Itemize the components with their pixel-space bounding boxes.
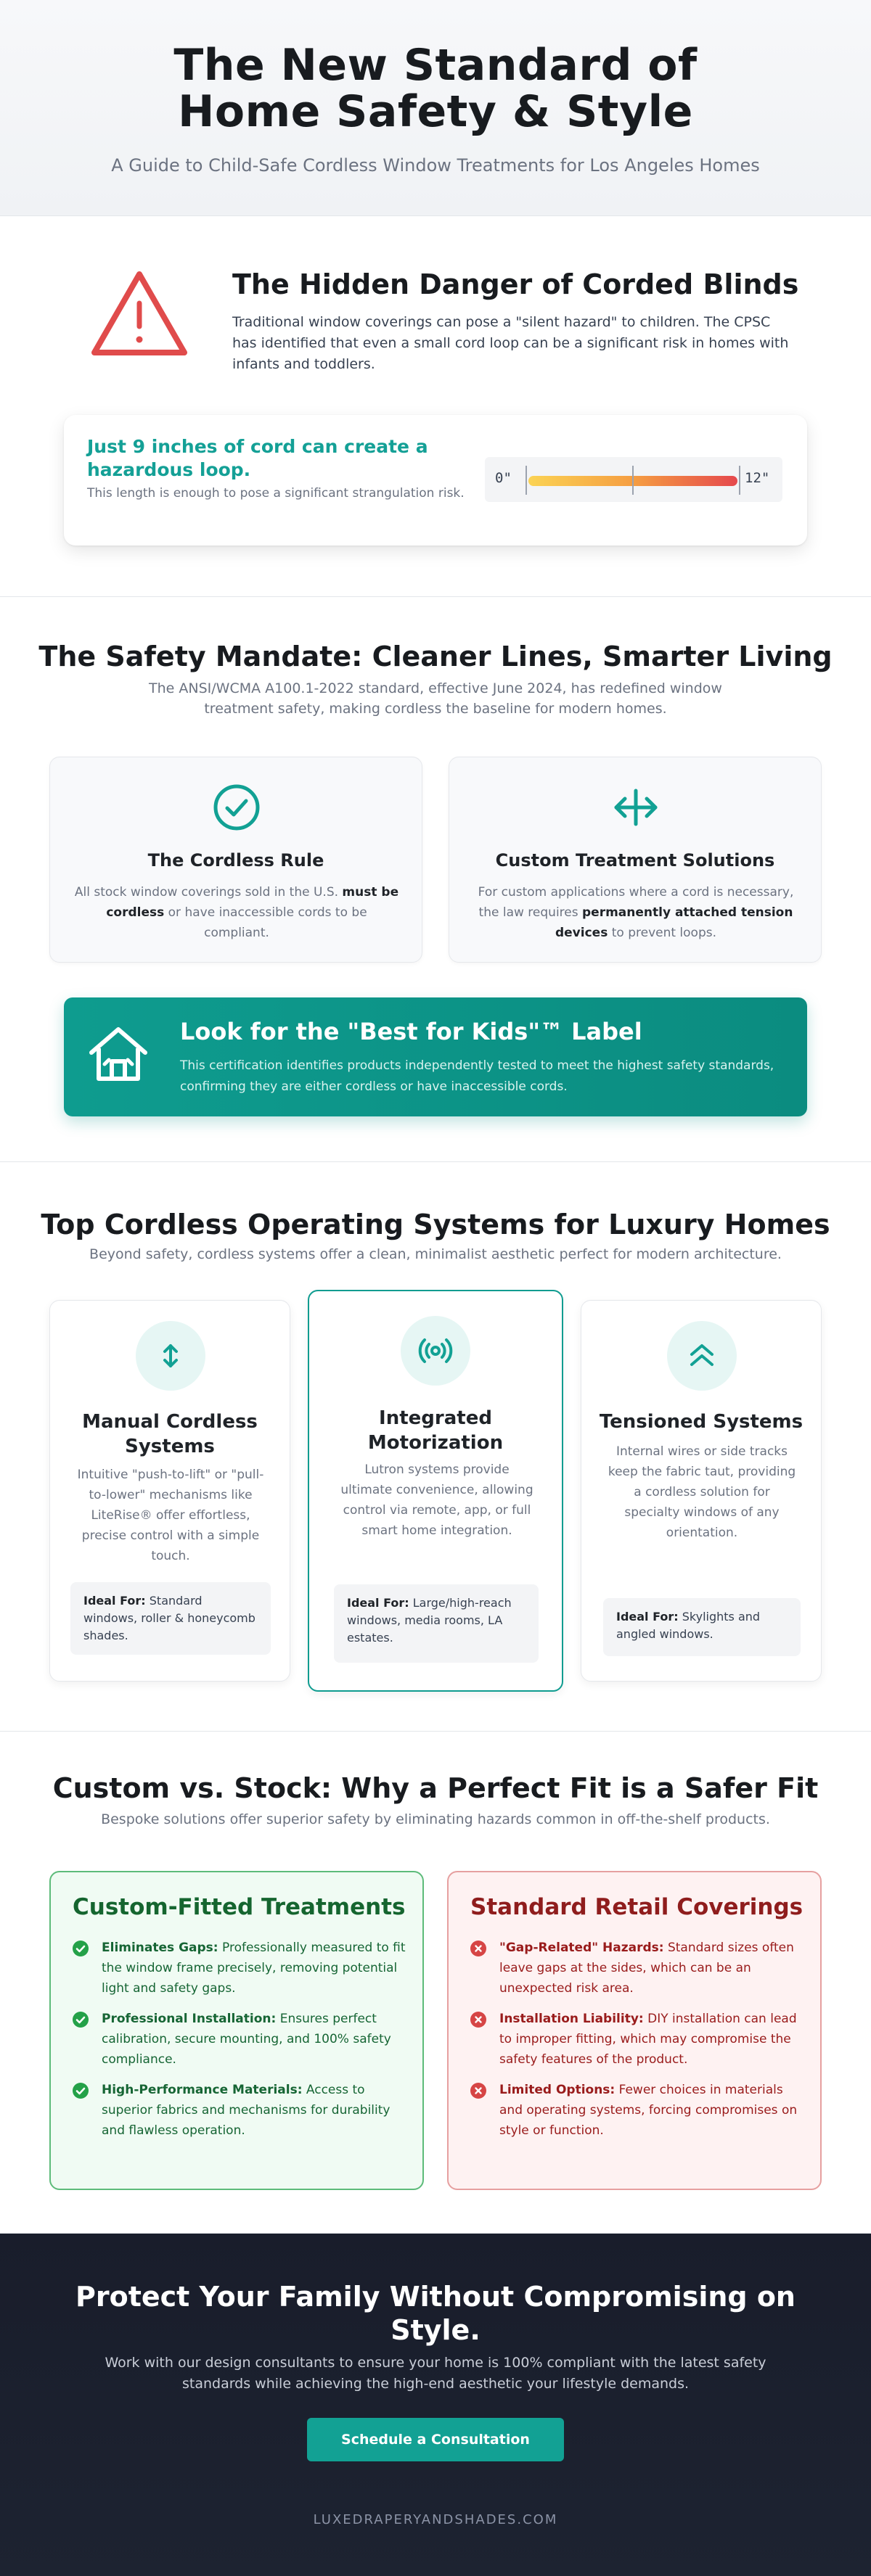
list-item-label: Limited Options:	[499, 2083, 616, 2097]
list-item-text: Fewer choices in materials and operating systems, forcing compromises on style or function.	[499, 2083, 798, 2138]
consultation-cta-section	[0, 2234, 871, 2576]
system-description: Lutron systems provide ultimate convenience, allowing control via remote, app, or full smart home integration.	[340, 1462, 533, 1538]
system-icon-circle	[136, 1321, 205, 1391]
list-item-label: Professional Installation:	[102, 2012, 277, 2026]
ruler-tick	[526, 466, 527, 495]
up-down-arrows-icon	[153, 1338, 188, 1373]
cord-length-note: This length is enough to pose a significant strangulation risk.	[87, 486, 465, 501]
list-item	[73, 2009, 406, 2070]
ideal-for-text: Large/high-reach windows, media rooms, LA estates.	[347, 1596, 512, 1645]
list-item	[73, 1938, 406, 1999]
cordless-rule-title: The Cordless Rule	[147, 850, 324, 871]
safety-mandate-section	[0, 597, 871, 1162]
arrows-horizontal-icon	[610, 782, 661, 833]
system-description: Internal wires or side tracks keep the fabric taut, providing a cordless solution for specialty windows of any orientation.	[608, 1444, 796, 1540]
check-icon	[73, 2083, 89, 2099]
warning-triangle-icon	[89, 268, 190, 360]
cta-text: Work with our design consultants to ensure your home is 100% compliant with the latest safety standards while achieving the high-end aesthetic your lifestyle demands.	[105, 2355, 766, 2392]
list-item	[470, 2009, 804, 2070]
cordless-rule-text-part: All stock window coverings sold in the U.S.	[74, 885, 343, 900]
ideal-for-text: Skylights and angled windows.	[616, 1610, 761, 1641]
check-circle-icon	[211, 782, 262, 833]
system-title: Integrated Motorization	[367, 1407, 504, 1454]
custom-solutions-emphasis: permanently attached tension devices	[555, 905, 793, 940]
list-item	[470, 1938, 804, 1999]
list-item-label: Eliminates Gaps:	[102, 1941, 218, 1955]
list-item-text: Standard sizes often leave gaps at the sides, which can be an unexpected risk area.	[499, 1941, 794, 1996]
list-item	[73, 2080, 406, 2141]
system-ideal-for	[70, 1582, 271, 1655]
ideal-for-label: Ideal For:	[83, 1594, 146, 1608]
custom-fitted-panel	[49, 1871, 424, 2190]
custom-fitted-title: Custom-Fitted Treatments	[73, 1894, 406, 1920]
ruler-end-label: 12"	[745, 470, 770, 486]
system-card-motorization	[308, 1290, 563, 1692]
cordless-rule-card	[49, 757, 422, 963]
cordless-rule-text-part: or have inaccessible cords to be compliant.	[164, 905, 367, 940]
house-icon	[87, 1025, 150, 1083]
comparison-title: Custom vs. Stock: Why a Perfect Fit is a Safer Fit	[52, 1772, 819, 1804]
list-item-text: Access to superior fabrics and mechanisms for durability and flawless operation.	[102, 2083, 390, 2138]
system-card-tensioned	[581, 1300, 822, 1682]
systems-lead: Beyond safety, cordless systems offer a clean, minimalist aesthetic perfect for modern architecture.	[89, 1246, 782, 1262]
page-title: The New Standard of Home Safety & Style	[173, 40, 698, 137]
ruler-marker	[632, 466, 634, 495]
system-description: Intuitive "push-to-lift" or "pull-to-lower" mechanisms like LiteRise® offer effortless, precise control with a simple touch.	[77, 1468, 264, 1563]
custom-solutions-card	[449, 757, 822, 963]
best-for-kids-text: This certification identifies products independently tested to meet the highest safety standards, confirming they are either cordless or have inaccessible cords.	[180, 1058, 774, 1094]
ideal-for-label: Ideal For:	[616, 1610, 679, 1624]
system-ideal-for	[603, 1598, 801, 1656]
check-icon	[73, 1941, 89, 1956]
list-item-text: DIY installation can lead to improper fitting, which may compromise the safety features of the product.	[499, 2012, 797, 2067]
custom-solutions-text-part: to prevent loops.	[608, 926, 717, 940]
x-icon	[470, 2083, 486, 2099]
list-item-text: Ensures perfect calibration, secure mounting, and 100% safety compliance.	[102, 2012, 391, 2067]
system-ideal-for	[334, 1584, 539, 1663]
list-item-label: High-Performance Materials:	[102, 2083, 303, 2097]
comparison-lead: Bespoke solutions offer superior safety by eliminating hazards common in off-the-shelf products.	[101, 1811, 770, 1827]
cord-length-card	[64, 415, 807, 546]
cord-length-ruler	[485, 457, 782, 502]
custom-solutions-text	[471, 882, 801, 943]
x-icon	[470, 2012, 486, 2028]
page-subtitle: A Guide to Child-Safe Cordless Window Treatments for Los Angeles Homes	[111, 155, 760, 176]
list-item-text: Professionally measured to fit the window frame precisely, removing potential light and safety gaps.	[102, 1941, 406, 1996]
system-icon-circle	[401, 1316, 470, 1386]
custom-solutions-title: Custom Treatment Solutions	[495, 850, 775, 871]
best-for-kids-title: Look for the "Best for Kids"™ Label	[180, 1018, 642, 1045]
ruler-start-label: 0"	[495, 470, 512, 486]
custom-vs-stock-section	[0, 1732, 871, 2234]
cordless-rule-emphasis: must be cordless	[106, 885, 399, 920]
custom-solutions-text-part: For custom applications where a cord is necessary, the law requires	[478, 885, 794, 920]
standard-retail-panel	[447, 1871, 822, 2190]
mandate-lead: The ANSI/WCMA A100.1-2022 standard, effective June 2024, has redefined window treatment safety, making cordless the baseline for modern homes.	[149, 680, 722, 717]
ruler-tick	[739, 466, 740, 495]
chevrons-up-icon	[684, 1338, 719, 1373]
systems-title: Top Cordless Operating Systems for Luxury Homes	[41, 1209, 830, 1240]
system-card-manual	[49, 1300, 290, 1682]
schedule-consultation-button[interactable]: Schedule a Consultation	[307, 2418, 564, 2461]
system-icon-circle	[667, 1321, 737, 1391]
cta-title: Protect Your Family Without Compromising on Style.	[75, 2281, 796, 2346]
standard-retail-list	[470, 1938, 804, 2151]
cordless-rule-text	[72, 882, 401, 943]
mandate-title: The Safety Mandate: Cleaner Lines, Smarter Living	[38, 641, 833, 672]
list-item	[470, 2080, 804, 2141]
check-icon	[73, 2012, 89, 2028]
custom-fitted-list	[73, 1938, 406, 2151]
system-title: Tensioned Systems	[599, 1411, 803, 1433]
corded-danger-section	[0, 216, 871, 597]
list-item-label: Installation Liability:	[499, 2012, 644, 2026]
ideal-for-label: Ideal For:	[347, 1596, 409, 1610]
danger-title: The Hidden Danger of Corded Blinds	[232, 268, 799, 300]
system-title: Manual Cordless Systems	[82, 1411, 258, 1457]
site-url-link[interactable]: LUXEDRAPERYANDSHADES.COM	[313, 2512, 558, 2527]
danger-description: Traditional window coverings can pose a "silent hazard" to children. The CPSC has identified that even a small cord loop can be a significant risk in homes with infants and toddlers.	[232, 314, 789, 372]
standard-retail-title: Standard Retail Coverings	[470, 1894, 803, 1920]
best-for-kids-banner	[64, 997, 807, 1116]
x-icon	[470, 1941, 486, 1956]
operating-systems-section	[0, 1162, 871, 1732]
cord-length-headline: Just 9 inches of cord can create a hazardous loop.	[87, 436, 428, 480]
ideal-for-text: Standard windows, roller & honeycomb shades.	[83, 1594, 255, 1642]
hero-section	[0, 0, 871, 216]
list-item-label: "Gap-Related" Hazards:	[499, 1941, 664, 1955]
wireless-signal-icon	[418, 1333, 453, 1368]
